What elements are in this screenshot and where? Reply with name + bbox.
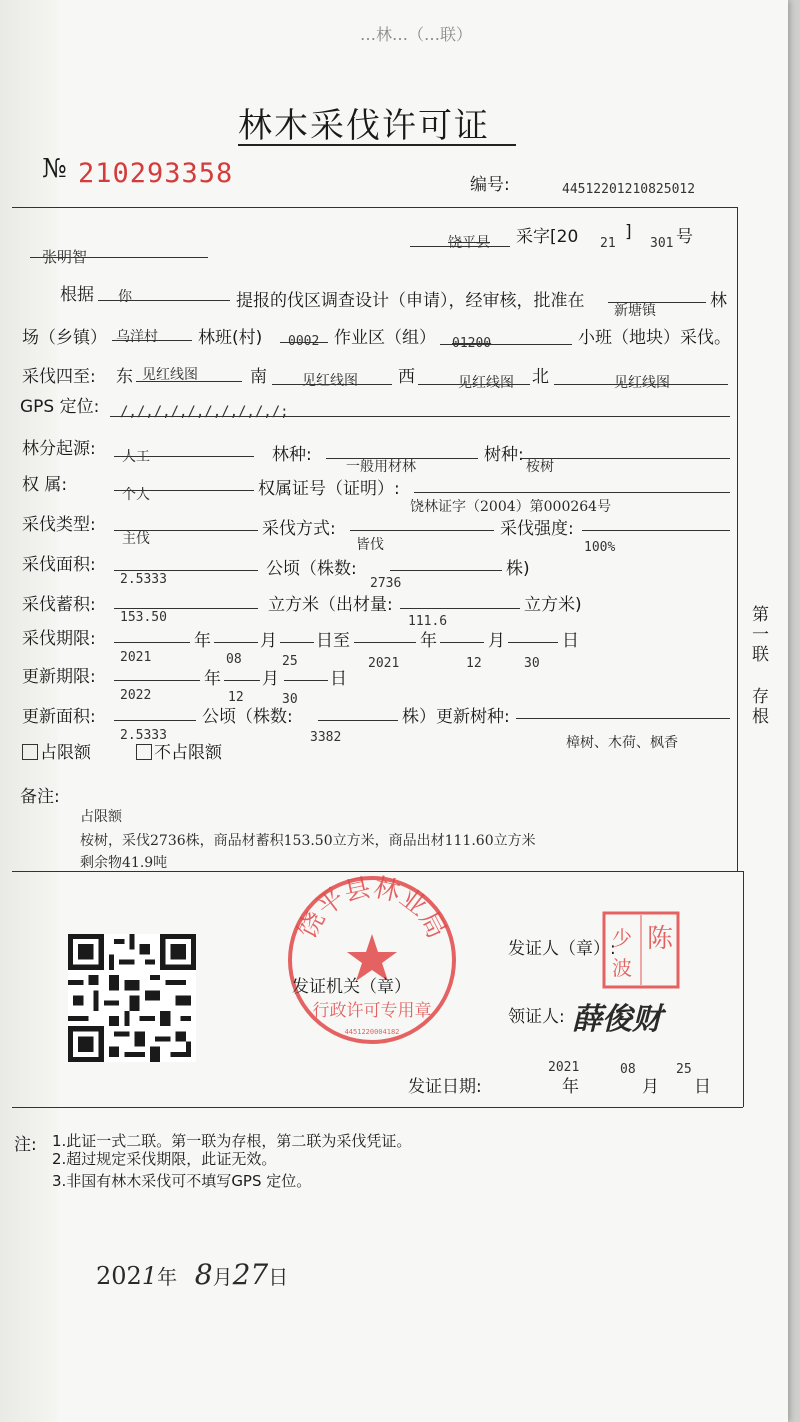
l1-prefix: 根据: [60, 285, 94, 305]
side-1: 第: [752, 605, 769, 625]
intensity-label: 采伐强度:: [500, 519, 574, 539]
north-value: 见红线图: [614, 375, 670, 391]
ref-county: 饶平县: [448, 235, 490, 251]
hand-day-label: 日: [268, 1265, 289, 1289]
renew-day: 日: [330, 669, 347, 689]
harvest-type-line: [114, 530, 258, 531]
renew-area-suffix: 株）更新树种:: [402, 707, 510, 727]
intensity-line: [582, 530, 730, 531]
origin-label: 林分起源:: [22, 439, 96, 459]
l2-line-b: [280, 342, 328, 343]
l2-t3: 小班（地块）采伐。: [578, 328, 731, 348]
period-year1: 年: [194, 631, 211, 651]
quota-not-occupy[interactable]: [136, 738, 222, 763]
intensity-value: 100%: [584, 540, 616, 555]
species-value: 桉树: [526, 459, 554, 475]
period-m1: 08: [226, 652, 242, 667]
west-value: 见红线图: [458, 375, 514, 391]
personal-stamp: [602, 911, 680, 989]
side-2: 一: [752, 625, 769, 645]
period-y2-line: [354, 642, 416, 643]
renew-year: 年: [204, 669, 221, 689]
period-d2: 30: [524, 656, 540, 671]
west-label: 西: [398, 367, 415, 387]
quota-not-occupy-label: 不占限额: [154, 743, 222, 763]
period-y2: 2021: [368, 656, 400, 671]
issuer-label: 发证人（章）:: [508, 939, 616, 959]
l2-t1: 林班(村): [198, 328, 263, 348]
stamp-char-2: 少: [612, 926, 632, 950]
north-label: 北: [532, 367, 549, 387]
ownership-label: 权 属:: [22, 475, 68, 495]
cert-label: 权属证号（证明）:: [258, 479, 400, 499]
period-m2: 12: [466, 656, 482, 671]
issue-date-day: 日: [694, 1077, 711, 1097]
west-line: [418, 384, 530, 385]
l1-line-a: [98, 300, 230, 301]
issue-date-year: 年: [562, 1077, 579, 1097]
area-suffix: 株): [506, 559, 530, 579]
renew-area-label: 更新面积:: [22, 707, 96, 727]
quota-occupy-checkbox[interactable]: [22, 744, 38, 760]
renew-m: 12: [228, 690, 244, 705]
volume-label: 采伐蓄积:: [22, 595, 96, 615]
renew-period-label: 更新期限:: [22, 667, 96, 687]
hand-year-prefix: 202: [96, 1262, 142, 1290]
remarks-line3: 剩余物41.9吨: [80, 855, 168, 871]
period-y1: 2021: [120, 650, 152, 665]
cert-value: 饶林证字（2004）第000264号: [410, 499, 612, 515]
hand-day: 27: [232, 1258, 269, 1291]
south-line: [272, 384, 392, 385]
period-d1-line: [280, 642, 314, 643]
l1-line-b: [608, 302, 706, 303]
stamp-char-1: 陈: [646, 924, 674, 954]
issue-date-d: 25: [676, 1062, 692, 1077]
east-value: 见红线图: [142, 367, 198, 383]
hand-year-label: 年: [157, 1265, 178, 1289]
official-seal: [284, 872, 460, 1048]
note-2: 2.超过规定采伐期限，此证无效。: [52, 1150, 277, 1168]
period-d1: 25: [282, 654, 298, 669]
renew-y: 2022: [120, 688, 152, 703]
issue-date-y: 2021: [548, 1060, 580, 1075]
harvest-type-label: 采伐类型:: [22, 515, 96, 535]
frame-right: [737, 207, 738, 872]
period-m2-line: [440, 642, 484, 643]
renew-species-line: [516, 718, 730, 719]
l2-village: 乌洋村: [116, 329, 158, 345]
origin-line: [114, 456, 254, 457]
method-label: 采伐方式:: [262, 519, 336, 539]
l1-filled: 你: [118, 289, 132, 305]
volume-suffix: 立方米): [524, 595, 582, 615]
east-line: [136, 381, 242, 382]
title-underline: [238, 144, 516, 146]
area-unit: 公顷（株数:: [266, 559, 357, 579]
gps-line: [110, 416, 730, 417]
forest-type-label: 林种:: [272, 445, 312, 465]
renew-y-line: [114, 680, 200, 681]
renew-month: 月: [262, 669, 279, 689]
code-label: 编号:: [470, 175, 510, 195]
area-label: 采伐面积:: [22, 555, 96, 575]
hand-year-digit: 1: [141, 1262, 158, 1290]
period-d2-line: [508, 642, 558, 643]
page-title: 林木采伐许可证: [238, 106, 490, 146]
ref-bracket: ]: [625, 222, 632, 242]
seal-number: 4451220004182: [344, 1028, 400, 1036]
forest-type-line: [326, 458, 478, 459]
period-to: 日至: [316, 631, 350, 651]
period-year2: 年: [420, 631, 437, 651]
method-value: 皆伐: [356, 537, 384, 553]
side-4: 存: [752, 687, 769, 707]
ref-suffix: 号: [676, 227, 693, 247]
renew-area-line: [114, 720, 196, 721]
volume-unit: 立方米（出材量:: [268, 595, 393, 615]
side-5: 根: [752, 707, 769, 727]
code-value: 44512201210825012: [562, 182, 696, 197]
renew-m-line: [224, 680, 260, 681]
area-count: 2736: [370, 576, 402, 591]
ref-county-line: [410, 246, 510, 247]
seal-subtitle: 行政许可专用章: [312, 1001, 432, 1021]
remarks-line1: 占限额: [80, 809, 122, 825]
quota-occupy-label: 占限额: [40, 743, 91, 763]
period-y1-line: [114, 642, 190, 643]
cert-line: [414, 492, 730, 493]
side-3: 联: [752, 645, 769, 665]
l2-line-a: [112, 340, 192, 341]
south-label: 南: [250, 367, 267, 387]
origin-value: 人工: [122, 449, 150, 465]
notes-label: 注:: [14, 1135, 37, 1155]
ref-num2: 301: [650, 236, 674, 251]
l1-suffix: 林: [710, 291, 727, 311]
harvest-type-value: 主伐: [122, 531, 150, 547]
species-line: [520, 458, 730, 459]
ref-label: 采字[20: [516, 227, 579, 247]
renew-species: 樟树、木荷、枫香: [566, 735, 678, 751]
ownership-line: [114, 490, 254, 491]
volume-value: 153.50: [120, 610, 167, 625]
species-label: 树种:: [484, 445, 524, 465]
north-line: [554, 384, 728, 385]
remarks-line2: 桉树，采伐2736株，商品材蓄积153.50立方米，商品出材111.60立方米: [80, 833, 536, 849]
method-line: [350, 530, 494, 531]
remarks-label: 备注:: [20, 787, 60, 807]
stamp-char-3: 波: [612, 956, 632, 980]
period-label: 采伐期限:: [22, 629, 96, 649]
volume-output: 111.6: [408, 614, 448, 629]
handwritten-date: [96, 1258, 288, 1291]
note-3: 3.非国有林木采伐可不填写GPS 定位。: [52, 1172, 312, 1190]
renew-count-line: [318, 720, 398, 721]
quota-not-occupy-checkbox[interactable]: [136, 744, 152, 760]
borders-label: 采伐四至:: [22, 367, 96, 387]
volume-output-line: [400, 608, 520, 609]
applicant-name: 张明智: [42, 248, 88, 266]
renew-d: 30: [282, 692, 298, 707]
frame-right-lower: [743, 871, 744, 1107]
serial-prefix: №: [42, 154, 67, 184]
period-m1-line: [214, 642, 258, 643]
renew-area-value: 2.5333: [120, 728, 167, 743]
issue-date-m: 08: [620, 1062, 636, 1077]
issue-date-month: 月: [642, 1077, 659, 1097]
l2-prefix: 场（乡镇）: [22, 328, 107, 348]
issuing-org-label: 发证机关（章）: [292, 977, 411, 997]
seal-text: 饶平县林业局: [292, 872, 452, 944]
period-month1: 月: [260, 631, 277, 651]
ownership-value: 个人: [122, 487, 150, 503]
l2-zone: 01200: [452, 336, 492, 351]
l1-text: 提报的伐区调查设计（申请），经审核，批准在: [236, 291, 585, 311]
renew-d-line: [284, 680, 328, 681]
area-line: [114, 570, 258, 571]
renew-count: 3382: [310, 730, 342, 745]
forest-type-value: 一般用材林: [346, 459, 416, 475]
qr-code: [68, 934, 196, 1062]
south-value: 见红线图: [302, 373, 358, 389]
quota-occupy[interactable]: [22, 738, 91, 763]
l2-class: 0002: [288, 334, 320, 349]
area-value: 2.5333: [120, 572, 167, 587]
area-count-line: [390, 570, 502, 571]
frame-bottom: [12, 1107, 743, 1108]
renew-area-unit: 公顷（株数:: [202, 707, 293, 727]
serial-number: 210293358: [78, 158, 234, 189]
ref-num1: 21: [600, 236, 616, 251]
period-month2: 月: [488, 631, 505, 651]
top-faint-text: …林…（…联）: [360, 25, 473, 44]
svg-text:饶平县林业局: [292, 873, 451, 944]
east-label: 东: [116, 367, 133, 387]
hand-month-label: 月: [212, 1265, 233, 1289]
applicant-line: [30, 257, 208, 258]
period-day2: 日: [562, 631, 579, 651]
note-1: 1.此证一式二联。第一联为存根，第二联为采伐凭证。: [52, 1132, 412, 1150]
gps-value: /,/,/,/,/,/,/,/,/,/;: [120, 404, 289, 420]
receiver-label: 领证人:: [508, 1007, 565, 1027]
receiver-signature: 薛俊财: [572, 1002, 662, 1037]
frame-top: [12, 207, 737, 208]
volume-line: [114, 608, 258, 609]
l2-line-c: [440, 344, 572, 345]
l2-t2: 作业区（组）: [334, 328, 436, 348]
l1-town: 新塘镇: [614, 303, 656, 319]
gps-label: GPS 定位:: [20, 397, 100, 417]
issue-date-label: 发证日期:: [408, 1077, 482, 1097]
hand-month: 8: [194, 1258, 213, 1291]
